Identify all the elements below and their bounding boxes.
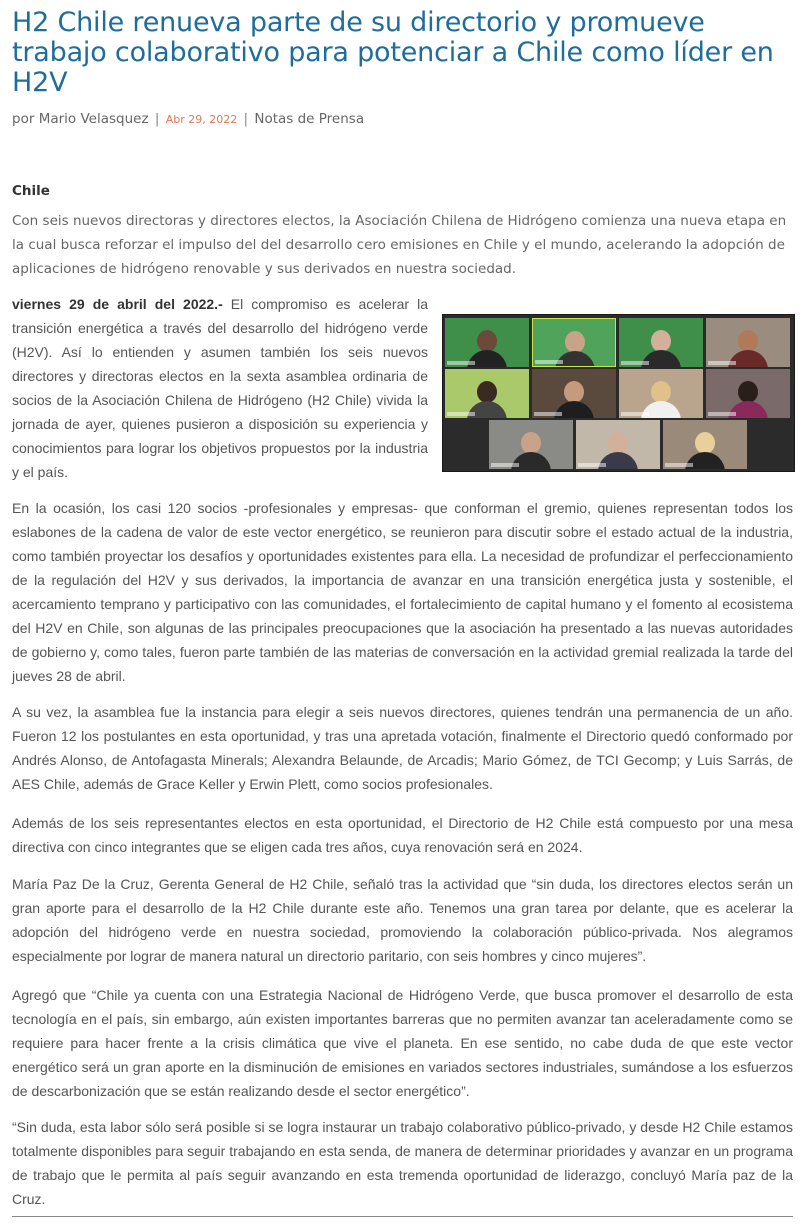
video-call-photo: [442, 314, 795, 472]
paragraph-7: “Sin duda, esta labor sólo será posible si se logra instaurar un trabajo colaborativo público-privado, y desde H2 Chile estamos totalmente disponibles para seguir trabajando en esta senda, de manera de determinar prioridades y avanzar en un programa de trabajo que le permita al país seguir avanzando en esta tremenda oportunidad de liderazgo, concluyó María paz de la Cruz.: [12, 1119, 793, 1207]
participant-tile: [489, 420, 573, 469]
participant-tile: [619, 318, 703, 367]
article-meta: [12, 111, 364, 127]
location-label: Chile: [12, 183, 50, 199]
paragraph-6: Agregó que “Chile ya cuenta con una Estrategia Nacional de Hidrógeno Verde, que busca promover el desarrollo de esta tecnología en el país, sin embargo, aún existen importantes barreras que no permiten avanzar tan aceleradamente como se requiere para hacer frente a la crisis climática que vive el planeta. En ese sentido, no cabe duda de que este vector energético será un gran aporte en la disminución de emisiones en variados sectores industriales, sumándose a los esfuerzos de descarbonización que se están realizando desde el sector energético”.: [12, 987, 793, 1099]
publish-date: Abr 29, 2022: [165, 113, 238, 126]
participant-tile: [445, 318, 529, 367]
participant-tile: [532, 369, 616, 418]
participant-tile: [706, 318, 790, 367]
participant-tile: [663, 420, 747, 469]
lead-date: viernes 29 de abril del 2022.-: [12, 296, 223, 312]
meta-separator: |: [154, 111, 160, 127]
participant-tile: [576, 420, 660, 469]
participant-tile: [445, 369, 529, 418]
paragraph-3: A su vez, la asamblea fue la instancia para elegir a seis nuevos directores, quienes tendrán una permanencia de un año. Fueron 12 los postulantes en esta oportunidad, y tras una apretada votación, finalmente el Directorio quedó conformado por Andrés Alonso, de Antofagasta Minerals; Alexandra Belaunde, de Arcadis; Mario Gómez, de TCI Gecomp; y Luis Sarrás, de AES Chile, además de Grace Keller y Erwin Plett, como socios profesionales.: [12, 704, 793, 792]
paragraph-1: [12, 292, 428, 484]
author-link[interactable]: Mario Velasquez: [38, 111, 149, 127]
meta-prefix: por: [12, 111, 35, 127]
category-link[interactable]: Notas de Prensa: [254, 111, 365, 127]
participant-tile: [619, 369, 703, 418]
paragraph-1-text: El compromiso es acelerar la transición energética a través del desarrollo del hidrógeno verde (H2V). Así lo entienden y asumen también los seis nuevos directores y directoras electos en la sexta asamblea ordinaria de socios de la Asociación Chilena de Hidrógeno (H2 Chile) vivida la jornada de ayer, quienes pusieron a disposición su experiencia y conocimientos para lograr los objetivos propuestos por la industria y el país.: [12, 296, 428, 480]
article-intro: Con seis nuevos directoras y directores electos, la Asociación Chilena de Hidrógeno comienza una nueva etapa en la cual busca reforzar el impulso del del desarrollo cero emisiones en Chile y el mundo, acelerando la adopción de aplicaciones de hidrógeno renovable y sus derivados en nuestra sociedad.: [12, 213, 787, 277]
article-title: H2 Chile renueva parte de su directorio y promueve trabajo colaborativo para potenciar a Chile como líder en H2V: [12, 7, 774, 98]
meta-separator: |: [243, 111, 249, 127]
paragraph-4: Además de los seis representantes electos en esta oportunidad, el Directorio de H2 Chile está compuesto por una mesa directiva con cinco integrantes que se eligen cada tres años, cuya renovación será en 2024.: [12, 815, 793, 855]
paragraph-2: En la ocasión, los casi 120 socios -profesionales y empresas- que conforman el gremio, quienes representan todos los eslabones de la cadena de valor de este vector energético, se reunieron para discutir sobre el estado actual de la industria, como también proyectar los desafíos y oportunidades existentes para ella. La necesidad de profundizar el perfeccionamiento de la regulación del H2V y sus derivados, la importancia de avanzar en una transición energética justa y sostenible, el acercamiento temprano y participativo con las comunidades, el fortalecimiento de capital humano y el fomento al ecosistema del H2V en Chile, son algunas de las principales preocupaciones que la asociación ha presentado a las nuevas autoridades de gobierno y, como tales, fueron parte también de las materias de conversación en la actividad gremial realizada la tarde del jueves 28 de abril.: [12, 500, 793, 684]
participant-tile: [706, 369, 790, 418]
bottom-divider: [12, 1216, 793, 1217]
participant-tile: [532, 318, 616, 367]
paragraph-5: María Paz De la Cruz, Gerenta General de H2 Chile, señaló tras la actividad que “sin duda, los directores electos serán un gran aporte para el desarrollo de la H2 Chile durante este año. Tenemos una gran tarea por delante, que es acelerar la adopción del hidrógeno verde en nuestra sociedad, promoviendo la colaboración público-privada. Nos alegramos especialmente por lograr de manera natural un directorio paritario, con seis hombres y cinco mujeres”.: [12, 876, 793, 964]
